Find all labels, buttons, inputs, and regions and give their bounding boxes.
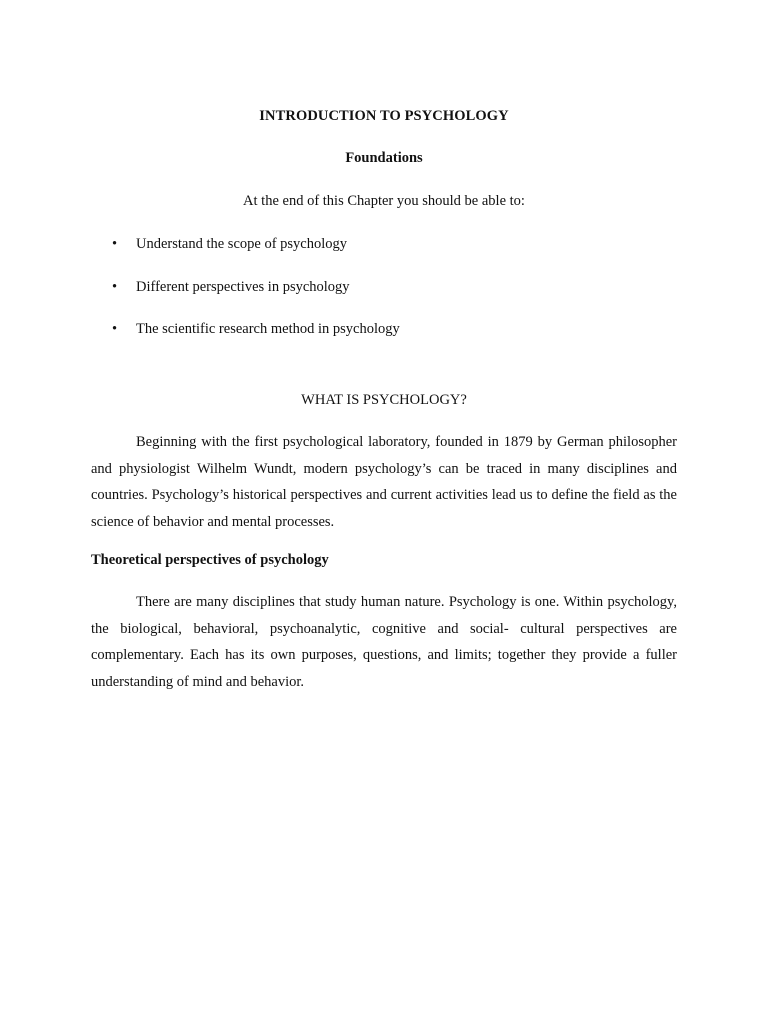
bullet-icon: •	[112, 236, 118, 252]
objectives-intro: At the end of this Chapter you should be able to:	[243, 193, 525, 209]
objective-text: The scientific research method in psychology	[136, 321, 400, 337]
section-heading: WHAT IS PSYCHOLOGY?	[301, 392, 467, 408]
body-paragraph: Beginning with the first psychological laboratory, founded in 1879 by German philosopher and physiologist Wilhelm Wundt, modern psychology’s can be traced in many disciplines and countries. Psychology’s historical perspectives and current activities lead us to define the field as the science of behavior and mental processes.	[91, 434, 677, 531]
document-title: INTRODUCTION TO PSYCHOLOGY	[259, 108, 509, 124]
subsection-heading: Theoretical perspectives of psychology	[91, 552, 329, 568]
document-subtitle: Foundations	[345, 150, 423, 166]
bullet-icon: •	[112, 321, 118, 337]
body-paragraph: There are many disciplines that study human nature. Psychology is one. Within psychology, the biological, behavioral, psychoanalytic, cognitive and social- cultural perspectives are complementary. Each has its own purposes, questions, and limits; together they provide a fuller understanding of mind and behavior.	[91, 594, 677, 691]
bullet-icon: •	[112, 278, 118, 295]
objective-text: Understand the scope of psychology	[136, 236, 348, 252]
objective-text: Different perspectives in psychology	[136, 278, 350, 295]
